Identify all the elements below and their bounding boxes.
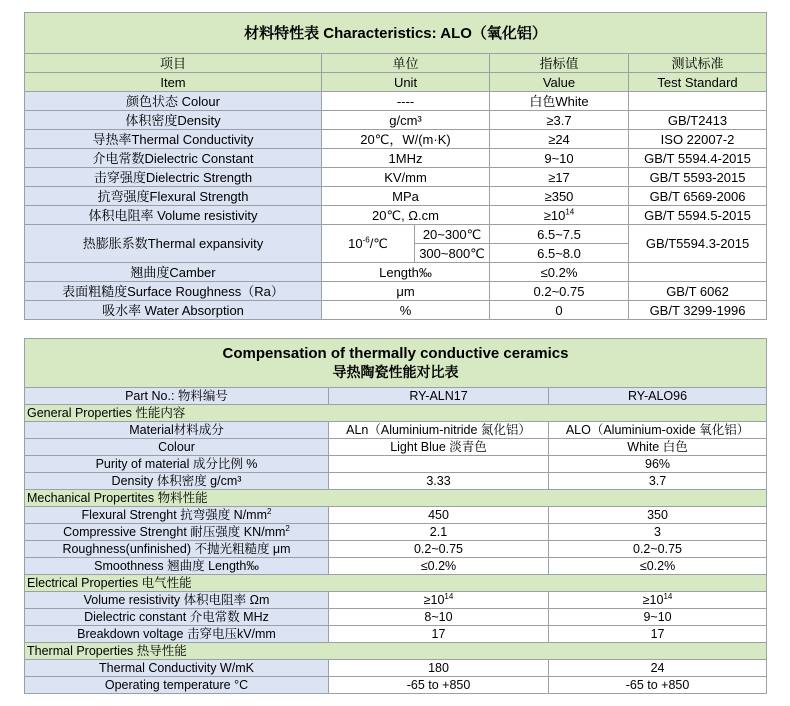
flex-label: Flexural Strenght 抗弯强度 N/mm bbox=[81, 507, 267, 522]
header-std-cn: 测试标准 bbox=[629, 54, 767, 73]
table-row bbox=[25, 609, 767, 626]
unit-suffix: /℃ bbox=[369, 236, 388, 251]
table-row bbox=[25, 422, 767, 439]
table-row bbox=[25, 111, 767, 130]
row-std: GB/T5594.3-2015 bbox=[629, 225, 767, 263]
table-row bbox=[25, 225, 767, 244]
row-a bbox=[329, 592, 549, 609]
characteristics-table bbox=[24, 12, 767, 320]
vr-b-base: ≥10 bbox=[642, 592, 664, 607]
row-unit: MPa bbox=[322, 187, 490, 206]
range-2: 300~800℃ bbox=[415, 244, 490, 263]
row-b: 350 bbox=[549, 507, 767, 524]
row-a: -65 to +850 bbox=[329, 677, 549, 694]
characteristics-title: 材料特性表 Characteristics: ALO（氧化铝） bbox=[25, 13, 767, 54]
row-value: ≥17 bbox=[490, 168, 629, 187]
value-base: ≥10 bbox=[543, 207, 566, 223]
row-value: 白色White bbox=[490, 92, 629, 111]
table-row bbox=[25, 130, 767, 149]
unit-base: 10 bbox=[348, 236, 363, 251]
comparison-title-en: Compensation of thermally conductive ceramics bbox=[222, 345, 569, 362]
part-no-b: RY-ALO96 bbox=[549, 388, 767, 405]
row-item: 翘曲度Camber bbox=[25, 263, 322, 282]
comp-label: Compressive Strenght 耐压强度 KN/mm bbox=[63, 524, 286, 539]
table-row bbox=[25, 282, 767, 301]
table-row bbox=[25, 168, 767, 187]
table-row bbox=[25, 92, 767, 111]
header-std-en: Test Standard bbox=[629, 73, 767, 92]
section-thermal: Thermal Properties 热导性能 bbox=[25, 643, 767, 660]
section-header bbox=[25, 405, 767, 422]
row-std: GB/T 3299-1996 bbox=[629, 301, 767, 320]
table-row bbox=[25, 439, 767, 456]
flex-sup: 2 bbox=[267, 506, 272, 516]
row-unit: ---- bbox=[322, 92, 490, 111]
row-item: 体积电阻率 Volume resistivity bbox=[25, 206, 322, 225]
section-electrical: Electrical Properties 电气性能 bbox=[25, 575, 767, 592]
row-b: White 白色 bbox=[549, 439, 767, 456]
row-label: Smoothness 翘曲度 Length‰ bbox=[25, 558, 329, 575]
range-1: 20~300℃ bbox=[415, 225, 490, 244]
vr-a-base: ≥10 bbox=[423, 592, 445, 607]
row-unit: Length‰ bbox=[322, 263, 490, 282]
table-row bbox=[25, 592, 767, 609]
row-a: 3.33 bbox=[329, 473, 549, 490]
row-std: GB/T 6062 bbox=[629, 282, 767, 301]
section-general: General Properties 性能内容 bbox=[25, 405, 767, 422]
row-value bbox=[490, 206, 629, 225]
row-label: Dielectric constant 介电常数 MHz bbox=[25, 609, 329, 626]
table-row bbox=[25, 206, 767, 225]
table-row bbox=[25, 524, 767, 541]
header-value-cn: 指标值 bbox=[490, 54, 629, 73]
row-item: 热膨胀系数Thermal expansivity bbox=[25, 225, 322, 263]
row-b: ALO（Aluminium-oxide 氧化铝） bbox=[549, 422, 767, 439]
row-b: 24 bbox=[549, 660, 767, 677]
row-item: 吸水率 Water Absorption bbox=[25, 301, 322, 320]
row-item: 表面粗糙度Surface Roughness（Ra） bbox=[25, 282, 322, 301]
row-unit: 1MHz bbox=[322, 149, 490, 168]
row-a: 450 bbox=[329, 507, 549, 524]
row-item: 抗弯强度Flexural Strength bbox=[25, 187, 322, 206]
table-row bbox=[25, 456, 767, 473]
row-b bbox=[549, 592, 767, 609]
row-label: Breakdown voltage 击穿电压kV/mm bbox=[25, 626, 329, 643]
row-unit: % bbox=[322, 301, 490, 320]
table-row bbox=[25, 677, 767, 694]
row-std: ISO 22007-2 bbox=[629, 130, 767, 149]
row-label: Density 体积密度 g/cm³ bbox=[25, 473, 329, 490]
row-std: GB/T2413 bbox=[629, 111, 767, 130]
table-row bbox=[25, 541, 767, 558]
row-unit: KV/mm bbox=[322, 168, 490, 187]
section-mechanical: Mechanical Propertites 物料性能 bbox=[25, 490, 767, 507]
row-a: 8~10 bbox=[329, 609, 549, 626]
row-unit: μm bbox=[322, 282, 490, 301]
section-header bbox=[25, 490, 767, 507]
comparison-table bbox=[24, 338, 767, 694]
part-no-label: Part No.: 物料编号 bbox=[25, 388, 329, 405]
table-row bbox=[25, 660, 767, 677]
row-a: 2.1 bbox=[329, 524, 549, 541]
section-header bbox=[25, 643, 767, 660]
row-a: 180 bbox=[329, 660, 549, 677]
row-item: 导热率Thermal Conductivity bbox=[25, 130, 322, 149]
row-std bbox=[629, 263, 767, 282]
row-label: Roughness(unfinished) 不抛光粗糙度 μm bbox=[25, 541, 329, 558]
unit-exponent: -6 bbox=[362, 235, 370, 245]
table-row bbox=[25, 473, 767, 490]
row-label bbox=[25, 524, 329, 541]
row-value: ≥24 bbox=[490, 130, 629, 149]
row-label: Purity of material 成分比例 % bbox=[25, 456, 329, 473]
comp-sup: 2 bbox=[285, 523, 290, 533]
row-std: GB/T 5594.4-2015 bbox=[629, 149, 767, 168]
row-a: 0.2~0.75 bbox=[329, 541, 549, 558]
header-row-cn bbox=[25, 54, 767, 73]
row-b: 3.7 bbox=[549, 473, 767, 490]
table-row bbox=[25, 301, 767, 320]
header-row-en bbox=[25, 73, 767, 92]
table-row bbox=[25, 187, 767, 206]
row-unit: 20℃, Ω.cm bbox=[322, 206, 490, 225]
row-b: 9~10 bbox=[549, 609, 767, 626]
row-label: Volume resistivity 体积电阻率 Ωm bbox=[25, 592, 329, 609]
part-no-a: RY-ALN17 bbox=[329, 388, 549, 405]
row-b: ≤0.2% bbox=[549, 558, 767, 575]
header-value-en: Value bbox=[490, 73, 629, 92]
header-unit-cn: 单位 bbox=[322, 54, 490, 73]
row-b: 17 bbox=[549, 626, 767, 643]
row-item: 介电常数Dielectric Constant bbox=[25, 149, 322, 168]
table-row bbox=[25, 263, 767, 282]
comparison-title bbox=[25, 339, 767, 388]
vr-b-exp: 14 bbox=[663, 591, 673, 601]
row-unit: 20℃，W/(m·K) bbox=[322, 130, 490, 149]
table-row bbox=[25, 626, 767, 643]
value-2: 6.5~8.0 bbox=[490, 244, 629, 263]
table-row bbox=[25, 558, 767, 575]
row-item: 体积密度Density bbox=[25, 111, 322, 130]
vr-a-exp: 14 bbox=[444, 591, 454, 601]
row-value: 9~10 bbox=[490, 149, 629, 168]
row-label: Thermal Conductivity W/mK bbox=[25, 660, 329, 677]
header-unit-en: Unit bbox=[322, 73, 490, 92]
row-b: 3 bbox=[549, 524, 767, 541]
row-a: ≤0.2% bbox=[329, 558, 549, 575]
row-b: -65 to +850 bbox=[549, 677, 767, 694]
row-label bbox=[25, 507, 329, 524]
row-b: 0.2~0.75 bbox=[549, 541, 767, 558]
header-item-en: Item bbox=[25, 73, 322, 92]
row-a: ALn（Aluminium-nitride 氮化铝） bbox=[329, 422, 549, 439]
row-item: 击穿强度Dielectric Strength bbox=[25, 168, 322, 187]
row-std: GB/T 5593-2015 bbox=[629, 168, 767, 187]
comparison-title-cn: 导热陶瓷性能对比表 bbox=[332, 364, 459, 380]
value-1: 6.5~7.5 bbox=[490, 225, 629, 244]
row-std: GB/T 5594.5-2015 bbox=[629, 206, 767, 225]
row-b: 96% bbox=[549, 456, 767, 473]
row-std bbox=[629, 92, 767, 111]
row-a bbox=[329, 456, 549, 473]
table-row bbox=[25, 149, 767, 168]
value-exponent: 14 bbox=[565, 207, 575, 217]
row-unit bbox=[322, 225, 415, 263]
table-row bbox=[25, 507, 767, 524]
row-label: Material材料成分 bbox=[25, 422, 329, 439]
part-no-row bbox=[25, 388, 767, 405]
row-value: 0.2~0.75 bbox=[490, 282, 629, 301]
row-label: Colour bbox=[25, 439, 329, 456]
row-value: ≥350 bbox=[490, 187, 629, 206]
row-value: 0 bbox=[490, 301, 629, 320]
row-std: GB/T 6569-2006 bbox=[629, 187, 767, 206]
row-item: 颜色状态 Colour bbox=[25, 92, 322, 111]
row-value: ≤0.2% bbox=[490, 263, 629, 282]
row-unit: g/cm³ bbox=[322, 111, 490, 130]
header-item-cn: 项目 bbox=[25, 54, 322, 73]
row-value: ≥3.7 bbox=[490, 111, 629, 130]
section-header bbox=[25, 575, 767, 592]
row-a: Light Blue 淡青色 bbox=[329, 439, 549, 456]
row-a: 17 bbox=[329, 626, 549, 643]
row-label: Operating temperature °C bbox=[25, 677, 329, 694]
